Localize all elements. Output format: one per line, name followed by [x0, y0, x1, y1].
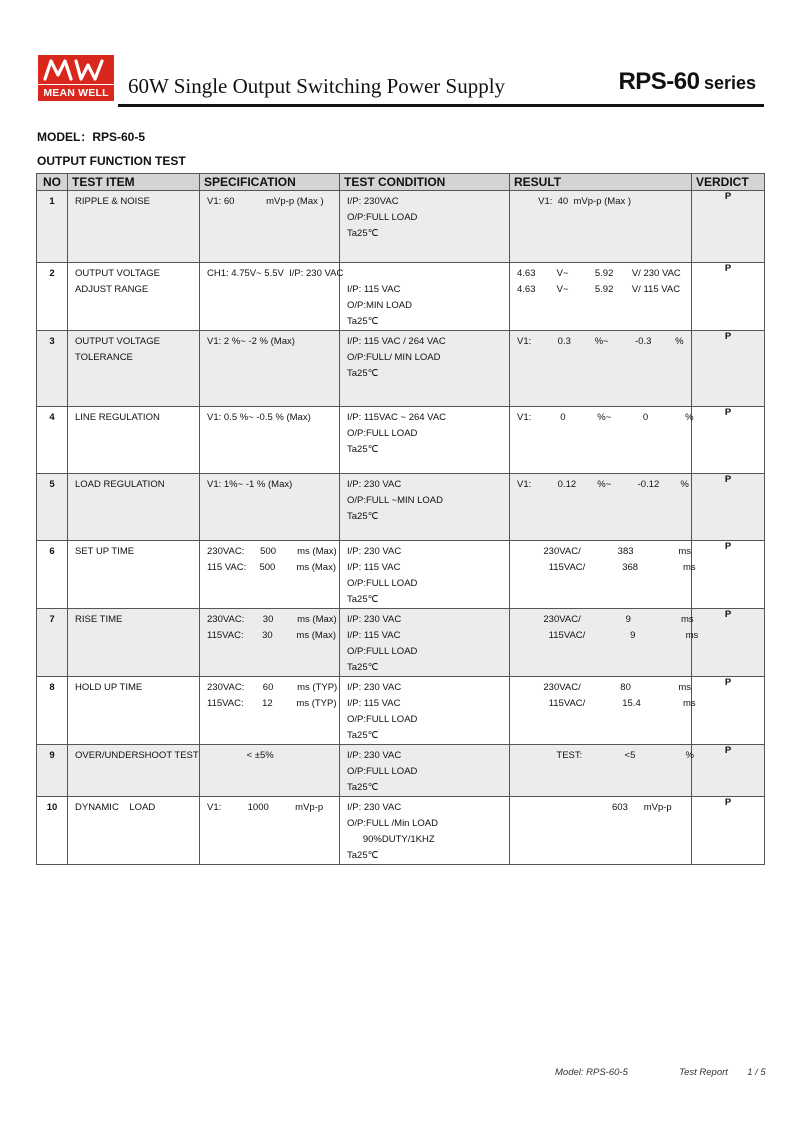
cell-no	[37, 407, 68, 474]
model-line: MODEL：RPS-60-5	[37, 130, 146, 144]
cell-test-condition-line: O/P:FULL LOAD	[347, 428, 418, 439]
table-row	[37, 263, 765, 331]
cell-verdict: P	[692, 331, 765, 407]
cell-result-line: V1: 0 %~ 0 %	[517, 412, 694, 423]
cell-result	[510, 407, 692, 474]
cell-test-condition-line: I/P: 230 VAC	[347, 479, 402, 490]
cell-specification-line: < ±5%	[207, 750, 274, 761]
cell-test-condition-line: I/P: 115 VAC	[347, 630, 401, 641]
cell-verdict: P	[692, 677, 765, 745]
cell-test-item-line: LOAD REGULATION	[75, 479, 165, 490]
cell-test-condition-line: O/P:FULL/ MIN LOAD	[347, 352, 441, 363]
cell-test-condition	[340, 407, 510, 474]
cell-specification	[200, 745, 340, 797]
cell-no	[37, 797, 68, 865]
cell-test-condition-line: I/P: 230 VAC	[347, 546, 402, 557]
cell-test-condition-line: O/P:MIN LOAD	[347, 300, 412, 311]
col-header-no: NO	[37, 174, 68, 191]
cell-specification-line: 230VAC: 500 ms (Max)	[207, 546, 337, 557]
table-row	[37, 474, 765, 541]
cell-no	[37, 677, 68, 745]
row-number: 9	[49, 750, 55, 761]
row-number: 5	[49, 479, 55, 490]
section-title: OUTPUT FUNCTION TEST	[37, 154, 186, 168]
cell-test-condition-line: I/P: 230 VAC	[347, 750, 402, 761]
row-number: 3	[49, 336, 55, 347]
cell-verdict: P	[692, 745, 765, 797]
output-function-test-table	[36, 173, 765, 865]
cell-test-condition-line: O/P:FULL LOAD	[347, 578, 418, 589]
col-header-item: TEST ITEM	[68, 174, 200, 191]
cell-test-condition-line: Ta25℃	[347, 511, 379, 522]
cell-result-line: 115VAC/ 9 ms	[517, 630, 699, 641]
table-row	[37, 407, 765, 474]
cell-verdict: P	[692, 407, 765, 474]
logo-wordmark: MEAN WELL	[38, 85, 114, 101]
cell-test-condition	[340, 263, 510, 331]
cell-specification	[200, 407, 340, 474]
table-header-row	[37, 174, 765, 191]
cell-test-item-line: OUTPUT VOLTAGE	[75, 336, 160, 347]
cell-test-condition-line: I/P: 230 VAC	[347, 614, 402, 625]
cell-test-item-line: OVER/UNDERSHOOT TEST	[75, 750, 199, 761]
cell-specification-line: V1: 1000 mVp-p	[207, 802, 324, 813]
row-number: 10	[46, 802, 58, 813]
table-row	[37, 609, 765, 677]
cell-test-condition	[340, 191, 510, 263]
cell-test-condition-line: O/P:FULL /Min LOAD	[347, 818, 438, 829]
cell-test-item	[68, 745, 200, 797]
cell-result-line: TEST: <5 %	[517, 750, 694, 761]
cell-specification-line: V1: 2 %~ -2 % (Max)	[207, 336, 295, 347]
cell-no	[37, 474, 68, 541]
cell-result-line: 4.63 V~ 5.92 V/ 115 VAC	[517, 284, 681, 295]
cell-result-line: 230VAC/ 80 ms	[517, 682, 692, 693]
cell-test-condition	[340, 677, 510, 745]
cell-test-item	[68, 677, 200, 745]
cell-specification	[200, 609, 340, 677]
table-row	[37, 745, 765, 797]
cell-test-item-line: RISE TIME	[75, 614, 123, 625]
cell-result	[510, 745, 692, 797]
cell-test-condition	[340, 797, 510, 865]
cell-test-condition	[340, 609, 510, 677]
cell-verdict: P	[692, 474, 765, 541]
cell-test-condition-line: 90%DUTY/1KHZ	[347, 834, 435, 845]
cell-test-item-line: LINE REGULATION	[75, 412, 160, 423]
cell-test-item-line: SET UP TIME	[75, 546, 135, 557]
cell-test-condition	[340, 745, 510, 797]
cell-test-condition-line: I/P: 230 VAC	[347, 802, 402, 813]
col-header-result: RESULT	[510, 174, 692, 191]
cell-test-item	[68, 609, 200, 677]
cell-test-condition-line: I/P: 230VAC	[347, 196, 399, 207]
cell-test-item	[68, 263, 200, 331]
series-suffix: series	[703, 73, 756, 93]
page-footer	[555, 1067, 766, 1078]
cell-result-line: 230VAC/ 9 ms	[517, 614, 694, 625]
cell-specification-line: 230VAC: 60 ms (TYP)	[207, 682, 338, 693]
cell-specification	[200, 331, 340, 407]
footer-model: Model: RPS-60-5	[555, 1067, 628, 1078]
cell-test-condition-line: Ta25℃	[347, 368, 379, 379]
cell-verdict: P	[692, 263, 765, 331]
cell-test-item	[68, 541, 200, 609]
cell-result-line: 230VAC/ 383 ms	[517, 546, 692, 557]
col-header-verdict: VERDICT	[692, 174, 765, 191]
cell-test-condition-line: O/P:FULL ~MIN LOAD	[347, 495, 443, 506]
cell-result	[510, 541, 696, 609]
document-title: 60W Single Output Switching Power Supply	[128, 74, 506, 98]
cell-specification-line: V1: 60 mVp-p (Max )	[207, 196, 324, 207]
col-header-spec: SPECIFICATION	[200, 174, 340, 191]
series-title	[618, 68, 756, 96]
cell-test-item-line: ADJUST RANGE	[75, 284, 149, 295]
cell-test-condition-line	[340, 263, 509, 282]
cell-test-condition-line: Ta25℃	[347, 316, 379, 327]
cell-result	[510, 609, 699, 677]
cell-specification-line: 230VAC: 30 ms (Max)	[207, 614, 337, 625]
cell-specification-line: 115 VAC: 500 ms (Max)	[207, 562, 336, 573]
cell-no	[37, 745, 68, 797]
cell-test-item	[68, 797, 200, 865]
cell-result-line: 115VAC/ 368 ms	[517, 562, 696, 573]
row-number: 4	[49, 412, 55, 423]
cell-verdict: P	[692, 191, 765, 263]
cell-no	[37, 331, 68, 407]
cell-test-condition-line: I/P: 115VAC ~ 264 VAC	[347, 412, 447, 423]
cell-specification-line: CH1: 4.75V~ 5.5V I/P: 230 VAC	[207, 268, 344, 279]
col-header-cond: TEST CONDITION	[340, 174, 510, 191]
header-rule	[118, 104, 764, 107]
cell-test-condition	[340, 541, 510, 609]
cell-no	[37, 191, 68, 263]
cell-specification	[200, 677, 340, 745]
row-number: 2	[49, 268, 55, 279]
cell-test-condition-line: Ta25℃	[347, 662, 379, 673]
cell-test-condition-line: Ta25℃	[347, 730, 379, 741]
cell-test-condition-line: Ta25℃	[347, 782, 379, 793]
cell-specification	[200, 541, 340, 609]
cell-no	[37, 263, 68, 331]
cell-test-condition-line: Ta25℃	[347, 444, 379, 455]
cell-no	[37, 609, 68, 677]
table-row	[37, 677, 765, 745]
cell-specification	[200, 474, 340, 541]
cell-test-item	[68, 191, 200, 263]
cell-test-condition-line: I/P: 230 VAC	[347, 682, 402, 693]
cell-specification	[200, 191, 340, 263]
cell-test-item	[68, 331, 200, 407]
cell-test-condition-line: I/P: 115 VAC / 264 VAC	[347, 336, 446, 347]
cell-no	[37, 541, 68, 609]
cell-result-line: 115VAC/ 15.4 ms	[517, 698, 696, 709]
cell-specification-line: V1: 1%~ -1 % (Max)	[207, 479, 293, 490]
footer-report: Test Report	[679, 1067, 728, 1078]
cell-specification-line: V1: 0.5 %~ -0.5 % (Max)	[207, 412, 311, 423]
cell-result-line: 4.63 V~ 5.92 V/ 230 VAC	[517, 268, 681, 279]
row-number: 7	[49, 614, 55, 625]
cell-test-condition-line: O/P:FULL LOAD	[347, 766, 418, 777]
table-row	[37, 331, 765, 407]
table-row	[37, 191, 765, 263]
cell-test-condition-line: I/P: 115 VAC	[347, 284, 401, 295]
cell-test-item-line: TOLERANCE	[75, 352, 133, 363]
footer-page: 1 / 5	[747, 1067, 766, 1078]
cell-verdict: P	[692, 609, 765, 677]
cell-test-condition	[340, 331, 510, 407]
cell-specification	[200, 263, 344, 331]
row-number: 1	[49, 196, 55, 207]
cell-specification-line: 115VAC: 30 ms (Max)	[207, 630, 336, 641]
series-model: RPS-60	[618, 68, 700, 95]
cell-result	[510, 474, 692, 541]
cell-test-condition-line: Ta25℃	[347, 594, 379, 605]
cell-test-condition-line: O/P:FULL LOAD	[347, 212, 418, 223]
logo-mark	[38, 55, 114, 84]
cell-test-condition-line: I/P: 115 VAC	[347, 698, 401, 709]
cell-specification	[200, 797, 340, 865]
cell-verdict: P	[692, 541, 765, 609]
cell-test-condition	[340, 474, 510, 541]
cell-test-condition-line: O/P:FULL LOAD	[347, 714, 418, 725]
cell-result	[510, 263, 692, 331]
cell-result	[510, 191, 692, 263]
cell-test-item	[68, 407, 200, 474]
cell-test-condition-line: I/P: 115 VAC	[347, 562, 401, 573]
cell-test-condition-line: Ta25℃	[347, 850, 379, 861]
cell-verdict: P	[692, 797, 765, 865]
table-row	[37, 541, 765, 609]
cell-test-item-line: OUTPUT VOLTAGE	[75, 268, 160, 279]
cell-specification-line: 115VAC: 12 ms (TYP)	[207, 698, 337, 709]
cell-test-item-line: DYNAMIC LOAD	[75, 802, 156, 813]
cell-result-line: 603 mVp-p	[517, 802, 672, 813]
cell-test-item-line: RIPPLE & NOISE	[75, 196, 150, 207]
cell-result-line: V1: 0.3 %~ -0.3 %	[517, 336, 684, 347]
cell-test-condition-line: O/P:FULL LOAD	[347, 646, 418, 657]
cell-result	[510, 797, 692, 865]
mean-well-logo	[38, 55, 114, 101]
cell-result	[510, 331, 692, 407]
row-number: 8	[49, 682, 55, 693]
cell-result	[510, 677, 696, 745]
table-row	[37, 797, 765, 865]
row-number: 6	[49, 546, 55, 557]
cell-result-line: V1: 40 mVp-p (Max )	[517, 196, 632, 207]
cell-test-item	[68, 474, 200, 541]
cell-result-line: V1: 0.12 %~ -0.12 %	[517, 479, 689, 490]
cell-test-condition-line: Ta25℃	[347, 228, 379, 239]
cell-test-item-line: HOLD UP TIME	[75, 682, 143, 693]
